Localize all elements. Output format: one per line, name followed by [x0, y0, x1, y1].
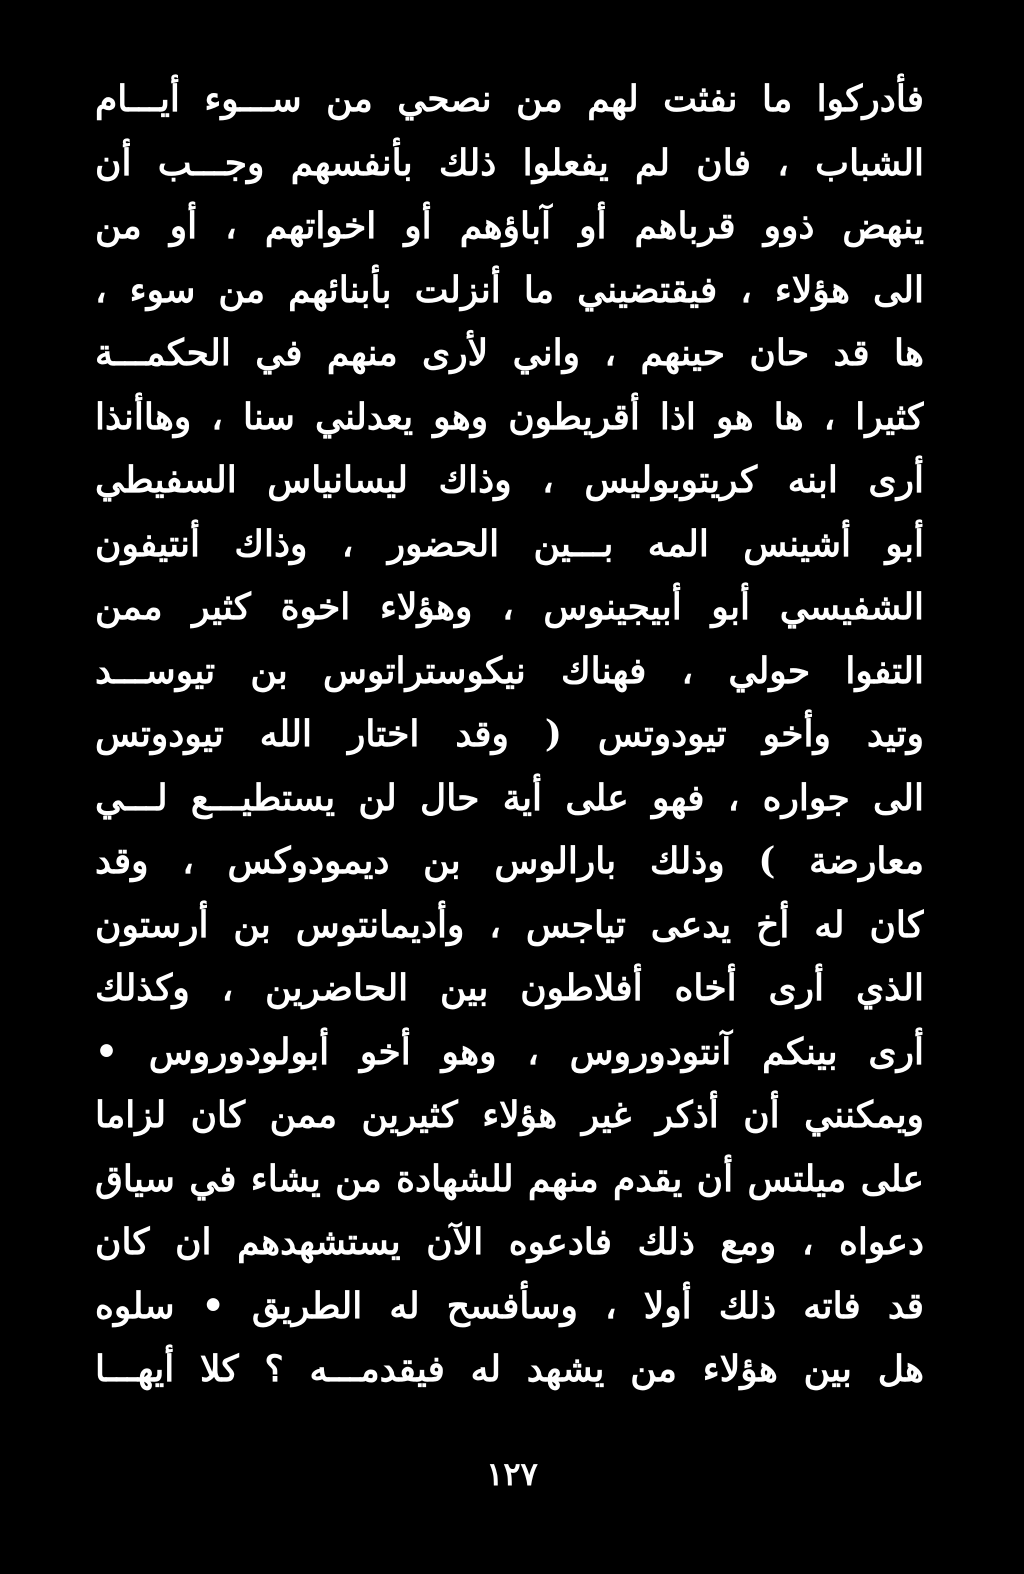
text-line: معارضة ) وذلك بارالوس بن ديمودوكس ، وقد	[95, 840, 924, 882]
text-line: على ميلتس أن يقدم منهم للشهادة من يشاء في سياق	[95, 1157, 924, 1200]
text-line: الى جواره ، فهو على أية حال لن يستطيـــع لـــي	[95, 776, 924, 819]
text-line: وتيد وأخو تيودوتس ( وقد اختار الله تيودوتس	[95, 713, 924, 755]
text-line: الشباب ، فان لم يفعلوا ذلك بأنفسهم وجـــب أن	[95, 141, 924, 184]
text-line: ها قد حان حينهم ، واني لأرى منهم في الحكمـــة	[95, 332, 924, 374]
text-line: كثيرا ، ها هو اذا أقريطون وهو يعدلني سنا ، وهاأنذا	[95, 395, 924, 438]
text-line: الذي أرى أخاه أفلاطون بين الحاضرين ، وكذلك	[95, 967, 924, 1009]
text-line: الى هؤلاء ، فيقتضيني ما أنزلت بأبنائهم من سوء ،	[95, 268, 924, 311]
text-line: التفوا حولي ، فهناك نيكوستراتوس بن تيوســـد	[95, 649, 924, 692]
text-line: كان له أخ يدعى تياجس ، وأديمانتوس بن أرستون	[95, 903, 924, 946]
text-line: ويمكنني أن أذكر غير هؤلاء كثيرين ممن كان لزاما	[95, 1094, 924, 1136]
text-line: أرى ابنه كريتوبوليس ، وذاك ليسانياس السفيطي	[95, 459, 924, 501]
text-line: فأدركوا ما نفثت لهم من نصحي من ســـوء أيـــام	[95, 78, 924, 120]
text-line: أرى بينكم آنتودوروس ، وهو أخو أبولودوروس •	[95, 1030, 924, 1073]
page-number: ١٢٧	[486, 1455, 538, 1493]
text-line: دعواه ، ومع ذلك فادعوه الآن يستشهدهم ان كان	[95, 1221, 924, 1263]
text-line: قد فاته ذلك أولا ، وسأفسح له الطريق • سلوه	[95, 1284, 924, 1327]
text-line: الشفيسي أبو أبيجينوس ، وهؤلاء اخوة كثير ممن	[95, 586, 924, 628]
text-line: أبو أشينس المه بـــين الحضور ، وذاك أنتيفون	[95, 522, 924, 565]
text-line: هل بين هؤلاء من يشهد له فيقدمـــه ؟ كلا أيهـــا	[95, 1348, 924, 1390]
body-text	[95, 68, 924, 1402]
text-line: ينهض ذوو قرباهم أو آباؤهم أو اخواتهم ، أو من	[95, 205, 924, 247]
